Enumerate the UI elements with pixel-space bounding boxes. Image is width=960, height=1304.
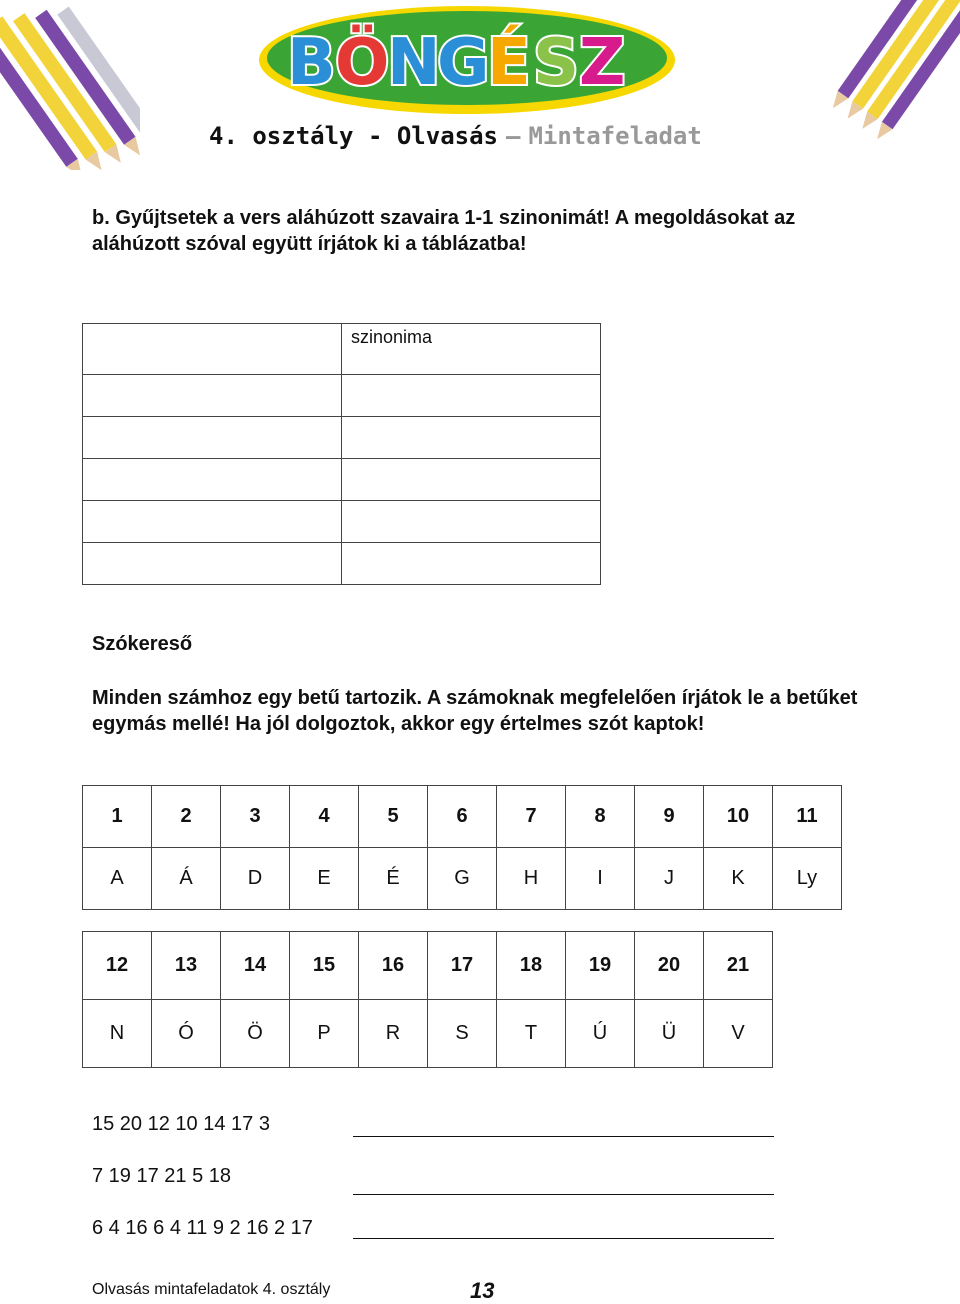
answer-line-1[interactable] bbox=[353, 1136, 774, 1137]
synonym-table-row bbox=[83, 459, 601, 501]
code-letter-cell: Á bbox=[152, 848, 221, 910]
code-letter-cell: É bbox=[359, 848, 428, 910]
code-letter-cell: S bbox=[428, 1000, 497, 1068]
wordsearch-title: Szókereső bbox=[92, 633, 193, 655]
code-number-cell: 12 bbox=[83, 932, 152, 1000]
code-letter-cell: D bbox=[221, 848, 290, 910]
synonym-table-row bbox=[83, 501, 601, 543]
code-table-2-numbers-row bbox=[83, 932, 773, 1000]
synonym-cell[interactable] bbox=[342, 459, 601, 501]
code-number-cell: 11 bbox=[773, 786, 842, 848]
code-number-cell: 18 bbox=[497, 932, 566, 1000]
word-cell[interactable] bbox=[83, 501, 342, 543]
word-cell[interactable] bbox=[83, 417, 342, 459]
puzzle-code-2: 7 19 17 21 5 18 bbox=[92, 1165, 232, 1187]
header-title-sub: Mintafeladat bbox=[528, 122, 702, 150]
code-number-cell: 2 bbox=[152, 786, 221, 848]
code-number-cell: 10 bbox=[704, 786, 773, 848]
code-letter-cell: H bbox=[497, 848, 566, 910]
code-letter-cell: K bbox=[704, 848, 773, 910]
word-cell[interactable] bbox=[83, 459, 342, 501]
answer-line-3[interactable] bbox=[353, 1238, 774, 1239]
code-letter-cell: Ü bbox=[635, 1000, 704, 1068]
word-cell[interactable] bbox=[83, 375, 342, 417]
code-number-cell: 9 bbox=[635, 786, 704, 848]
code-letter-cell: V bbox=[704, 1000, 773, 1068]
synonym-cell[interactable] bbox=[342, 375, 601, 417]
synonym-cell[interactable] bbox=[342, 501, 601, 543]
header-title-main: 4. osztály - Olvasás bbox=[209, 122, 498, 150]
code-number-cell: 3 bbox=[221, 786, 290, 848]
code-letter-cell: P bbox=[290, 1000, 359, 1068]
word-cell[interactable] bbox=[83, 543, 342, 585]
bongesz-logo bbox=[255, 2, 680, 120]
code-number-cell: 14 bbox=[221, 932, 290, 1000]
task-b-instructions: b. Gyűjtsetek a vers aláhúzott szavaira 1-1 szinonimát! A megoldásokat az aláhúzott szóval együtt írjátok ki a táblázatba! bbox=[92, 207, 796, 255]
letter-code-table-2 bbox=[82, 931, 773, 1068]
synonym-table-header-synonym: szinonima bbox=[342, 324, 601, 375]
letter-code-table-1 bbox=[82, 785, 842, 910]
svg-text:S: S bbox=[533, 26, 580, 100]
svg-text:Z: Z bbox=[579, 26, 626, 100]
code-number-cell: 17 bbox=[428, 932, 497, 1000]
code-table-1-letters-row bbox=[83, 848, 842, 910]
code-letter-cell: E bbox=[290, 848, 359, 910]
code-letter-cell: Ú bbox=[566, 1000, 635, 1068]
page-number: 13 bbox=[470, 1278, 495, 1303]
svg-text:G: G bbox=[437, 26, 490, 100]
code-letter-cell: Ö bbox=[221, 1000, 290, 1068]
synonym-cell[interactable] bbox=[342, 543, 601, 585]
svg-text:B: B bbox=[287, 26, 336, 100]
code-number-cell: 21 bbox=[704, 932, 773, 1000]
code-number-cell: 16 bbox=[359, 932, 428, 1000]
code-letter-cell: N bbox=[83, 1000, 152, 1068]
code-letter-cell: G bbox=[428, 848, 497, 910]
code-number-cell: 8 bbox=[566, 786, 635, 848]
code-number-cell: 13 bbox=[152, 932, 221, 1000]
svg-text:Ö: Ö bbox=[335, 26, 390, 100]
answer-line-2[interactable] bbox=[353, 1194, 774, 1195]
synonym-table-header-word bbox=[83, 324, 342, 375]
code-number-cell: 20 bbox=[635, 932, 704, 1000]
code-number-cell: 7 bbox=[497, 786, 566, 848]
pencils-decoration-left bbox=[0, 0, 140, 170]
code-letter-cell: R bbox=[359, 1000, 428, 1068]
synonym-cell[interactable] bbox=[342, 417, 601, 459]
synonym-table-header-row bbox=[83, 324, 601, 375]
svg-text:N: N bbox=[387, 26, 441, 100]
footer-text: Olvasás mintafeladatok 4. osztály bbox=[92, 1281, 331, 1298]
code-letter-cell: A bbox=[83, 848, 152, 910]
code-number-cell: 6 bbox=[428, 786, 497, 848]
synonym-table bbox=[82, 323, 601, 585]
code-number-cell: 1 bbox=[83, 786, 152, 848]
code-number-cell: 15 bbox=[290, 932, 359, 1000]
code-letter-cell: J bbox=[635, 848, 704, 910]
code-number-cell: 4 bbox=[290, 786, 359, 848]
code-table-1-numbers-row bbox=[83, 786, 842, 848]
code-letter-cell: Ó bbox=[152, 1000, 221, 1068]
page-header-title bbox=[209, 122, 702, 150]
code-letter-cell: Ly bbox=[773, 848, 842, 910]
code-table-2-letters-row bbox=[83, 1000, 773, 1068]
synonym-table-row bbox=[83, 543, 601, 585]
puzzle-code-1: 15 20 12 10 14 17 3 bbox=[92, 1113, 270, 1135]
synonym-table-row bbox=[83, 417, 601, 459]
code-number-cell: 5 bbox=[359, 786, 428, 848]
synonym-table-row bbox=[83, 375, 601, 417]
svg-text:É: É bbox=[487, 26, 531, 100]
puzzle-code-3: 6 4 16 6 4 11 9 2 16 2 17 bbox=[92, 1217, 313, 1239]
code-letter-cell: I bbox=[566, 848, 635, 910]
code-number-cell: 19 bbox=[566, 932, 635, 1000]
code-letter-cell: T bbox=[497, 1000, 566, 1068]
header-title-separator: – bbox=[505, 122, 521, 150]
pencils-decoration-right bbox=[830, 0, 960, 140]
wordsearch-instructions: Minden számhoz egy betű tartozik. A számoknak megfelelően írjátok le a betűket egymás mellé! Ha jól dolgoztok, akkor egy értelmes szót kaptok! bbox=[92, 687, 858, 735]
